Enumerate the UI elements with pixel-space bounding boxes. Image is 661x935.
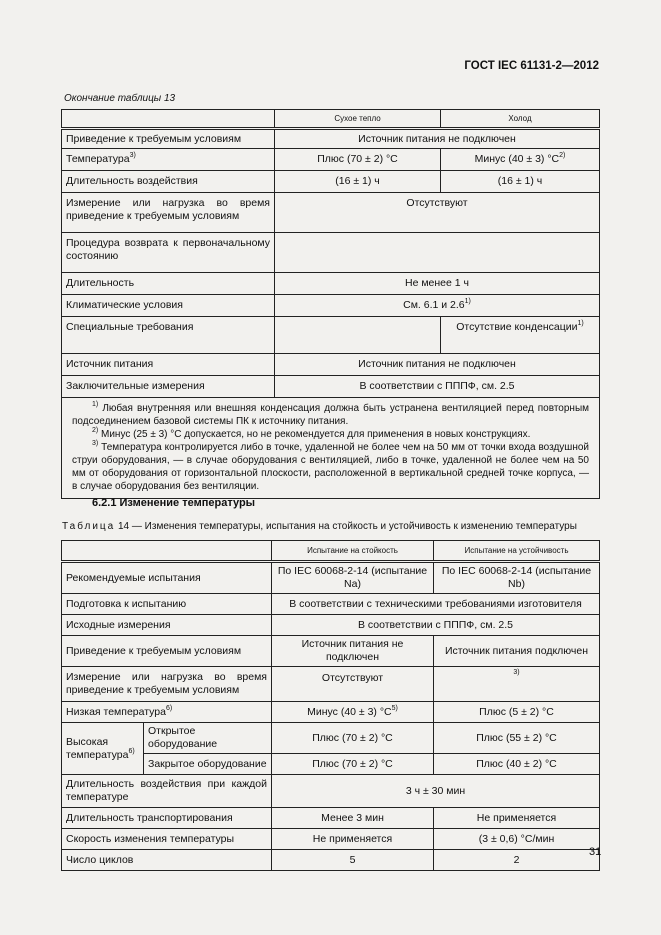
sub-row-label: Закрытое оборудование: [144, 754, 272, 775]
cell-value: Не менее 1 ч: [275, 273, 600, 295]
cell-value: Плюс (70 ± 2) °С: [272, 723, 434, 754]
cell-value: В соответствии с ПППФ, см. 2.5: [272, 615, 600, 636]
cell-value: Источник питания подключен: [434, 636, 600, 667]
footnote-3: $^{3)}$ Температура контролируется либо в точке, удаленной не более чем на 50 мм от точки входа воздушной струи оборудования, — в случае оборудования с вентиляцией, либо в точке, удаленной не более чем на 50 мм от оборудования от горизонтальной плоскости, расположенной в вертикальной средней точке корпуса, — в случае оборудования без вентиляции.: [72, 440, 589, 492]
page-number: 31: [589, 846, 602, 858]
row-label: Низкая температура$^{6)}$: [62, 702, 272, 723]
row-label: Число циклов: [62, 850, 272, 871]
cell-value: Плюс (55 ± 2) °С: [434, 723, 600, 754]
cell-value: Отсутствуют: [275, 193, 600, 233]
table14-header-empty: [62, 541, 272, 562]
col-cold: Холод: [441, 110, 600, 129]
cell-value: Источник питания не подключен: [275, 129, 600, 149]
row-label: Длительность воздействия при каждой температуре: [62, 775, 272, 808]
table-13: [61, 109, 600, 499]
table13-footnotes: [62, 398, 600, 499]
table13-header-empty: [62, 110, 275, 129]
row-label: Измерение или нагрузка во время приведение к требуемым условиям: [62, 193, 275, 233]
cell-value: В соответствии с техническими требованиями изготовителя: [272, 594, 600, 615]
footnote-2: $^{2)}$ Минус (25 ± 3) °С допускается, но не рекомендуется для применения в новых конструкциях.: [92, 427, 531, 440]
section-heading: 6.2.1 Изменение температуры: [92, 497, 256, 509]
cell-value: Отсутствуют: [272, 667, 434, 702]
col-dry-heat: Сухое тепло: [275, 110, 441, 129]
cell-value: Плюс (40 ± 2) °С: [434, 754, 600, 775]
row-label: Источник питания: [62, 354, 275, 376]
cell-value: (16 ± 1) ч: [441, 171, 600, 193]
cell-value: (16 ± 1) ч: [275, 171, 441, 193]
cell-value: Менее 3 мин: [272, 808, 434, 829]
cell-value: Источник питания не подключен: [275, 354, 600, 376]
cell-empty: [275, 317, 441, 354]
document-id: ГОСТ IEC 61131-2—2012: [464, 60, 599, 72]
cell-value: 3 ч ± 30 мин: [272, 775, 600, 808]
cell-value: См. 6.1 и 2.6$^{1)}$: [275, 295, 600, 317]
cell-value: 2: [434, 850, 600, 871]
cell-value: В соответствии с ПППФ, см. 2.5: [275, 376, 600, 398]
row-label: Измерение или нагрузка во время приведение к требуемым условиям: [62, 667, 272, 702]
cell-value: 5: [272, 850, 434, 871]
row-label: Высокая температура$^{6)}$: [62, 723, 144, 775]
row-label: Длительность транспортирования: [62, 808, 272, 829]
sub-row-label: Открытое оборудование: [144, 723, 272, 754]
row-label: Заключительные измерения: [62, 376, 275, 398]
row-label: Длительность: [62, 273, 275, 295]
table-14: [61, 540, 600, 871]
cell-value: Плюс (5 ± 2) °С: [434, 702, 600, 723]
cell-value: По IEC 60068-2-14 (испытание Na): [272, 562, 434, 594]
cell-value: (3 ± 0,6) °С/мин: [434, 829, 600, 850]
footnote-1: $^{1)}$ Любая внутренняя или внешняя конденсация должна быть устранена вентиляцией перед повторным подсоединением базовой системы ПК к источнику питания.: [72, 401, 590, 427]
table13-caption: Окончание таблицы 13: [64, 93, 176, 104]
row-label: Приведение к требуемым условиям: [62, 129, 275, 149]
cell-value: Не применяется: [272, 829, 434, 850]
col-stability: Испытание на устойчивость: [434, 541, 600, 562]
col-endurance: Испытание на стойкость: [272, 541, 434, 562]
row-label: Подготовка к испытанию: [62, 594, 272, 615]
cell-value: Источник питания не подключен: [272, 636, 434, 667]
cell-value: Не применяется: [434, 808, 600, 829]
cell-value: Плюс (70 ± 2) °С: [272, 754, 434, 775]
cell-value: По IEC 60068-2-14 (испытание Nb): [434, 562, 600, 594]
row-label: Климатические условия: [62, 295, 275, 317]
row-label: Процедура возврата к первоначальному состоянию: [62, 233, 275, 273]
row-label: Скорость изменения температуры: [62, 829, 272, 850]
table14-caption: Таблица 14 — Изменения температуры, испытания на стойкость и устойчивость к изменению температуры: [62, 521, 577, 532]
cell-value: Плюс (70 ± 2) °С: [275, 149, 441, 171]
row-label: Исходные измерения: [62, 615, 272, 636]
cell-value: 3): [434, 667, 600, 702]
cell-value: Минус (40 ± 3) $^\circ С^{5)}$: [272, 702, 434, 723]
row-label: Специальные требования: [62, 317, 275, 354]
row-label: Температура$^{3)}$: [62, 149, 275, 171]
cell-empty: [275, 233, 600, 273]
cell-value: Минус (40 ± 3) $^\circ С^{2)}$: [441, 149, 600, 171]
cell-value: Отсутствие конденсации$^{1)}$: [441, 317, 600, 354]
row-label: Рекомендуемые испытания: [62, 562, 272, 594]
row-label: Длительность воздействия: [62, 171, 275, 193]
row-label: Приведение к требуемым условиям: [62, 636, 272, 667]
